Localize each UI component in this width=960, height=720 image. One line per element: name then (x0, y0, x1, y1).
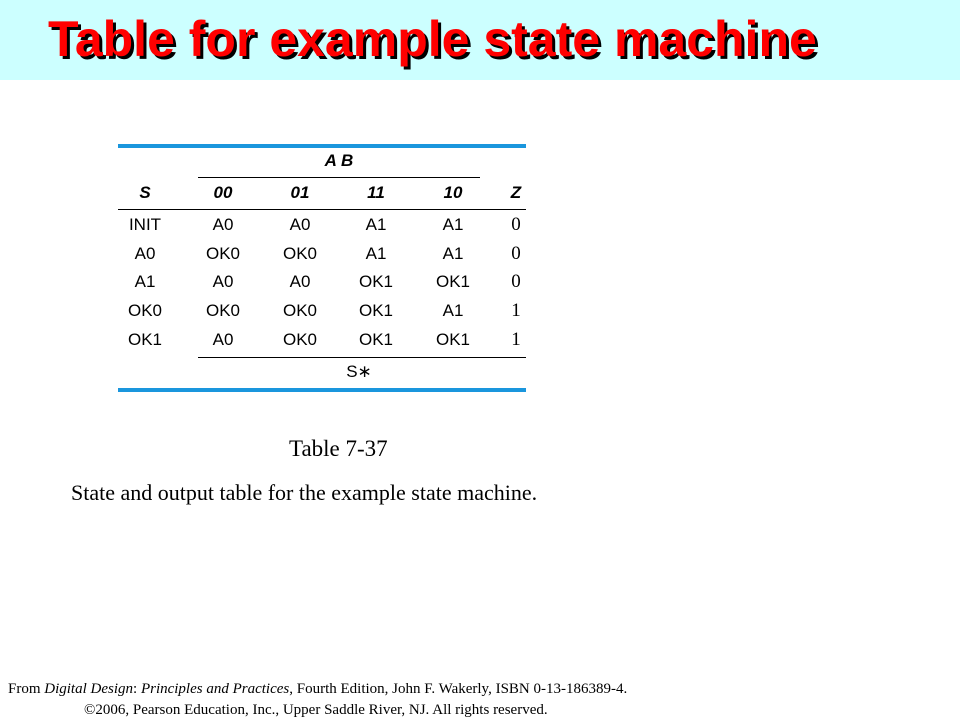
input-group-rule (198, 177, 480, 178)
table-cell-output: 0 (511, 214, 521, 235)
table-cell-next: A0 (289, 272, 311, 291)
table-cell-next: OK0 (282, 301, 318, 320)
input-header: 11 (367, 183, 385, 202)
next-state-rule (198, 357, 526, 358)
input-group-label: A B (324, 151, 354, 170)
credit-from: From (8, 681, 45, 697)
slide-title: Table for example state machine (48, 11, 817, 67)
table-cell-state: OK0 (127, 301, 163, 320)
table-cell-next: A0 (212, 330, 234, 349)
table-cell-state: A0 (134, 244, 156, 263)
table-bottom-rule (118, 388, 526, 392)
credit-details: , Fourth Edition, John F. Wakerly, ISBN 0-13-186389-4. (289, 681, 628, 697)
next-state-label: S∗ (346, 362, 372, 381)
table-cell-next: A1 (365, 244, 387, 263)
table-cell-state: INIT (128, 215, 162, 234)
header-rule (118, 209, 526, 210)
table-cell-next: OK0 (282, 330, 318, 349)
table-cell-next: A0 (212, 272, 234, 291)
table-cell-output: 1 (511, 300, 521, 321)
table-number: Table 7-37 (289, 436, 388, 461)
table-cell-next: OK1 (358, 272, 394, 291)
table-cell-state: OK1 (127, 330, 163, 349)
output-header: Z (510, 183, 522, 202)
table-cell-next: OK0 (205, 301, 241, 320)
table-cell-next: OK1 (435, 272, 471, 291)
table-top-rule (118, 144, 526, 148)
table-cell-next: A0 (212, 215, 234, 234)
input-header: 00 (213, 183, 233, 202)
table-cell-next: A0 (289, 215, 311, 234)
table-cell-next: OK1 (435, 330, 471, 349)
table-cell-output: 0 (511, 271, 521, 292)
table-caption: State and output table for the example state machine. (71, 480, 538, 505)
table-cell-output: 1 (511, 329, 521, 350)
input-header: 10 (443, 183, 463, 202)
table-cell-next: OK1 (358, 330, 394, 349)
input-header: 01 (290, 183, 310, 202)
copyright-notice: ©2006, Pearson Education, Inc., Upper Saddle River, NJ. All rights reserved. (84, 702, 548, 718)
state-table (118, 144, 526, 392)
table-cell-state: A1 (134, 272, 156, 291)
table-cell-next: OK0 (282, 244, 318, 263)
credit-colon: : (133, 681, 141, 697)
source-credit (8, 681, 627, 698)
state-header: S (139, 183, 151, 202)
table-cell-next: OK0 (205, 244, 241, 263)
table-cell-next: OK1 (358, 301, 394, 320)
table-cell-next: A1 (442, 244, 464, 263)
table-cell-next: A1 (365, 215, 387, 234)
book-title: Digital Design (44, 681, 134, 697)
table-cell-next: A1 (442, 301, 464, 320)
book-subtitle: Principles and Practices (140, 681, 290, 697)
title-bar (0, 0, 960, 80)
table-cell-output: 0 (511, 243, 521, 264)
table-cell-next: A1 (442, 215, 464, 234)
